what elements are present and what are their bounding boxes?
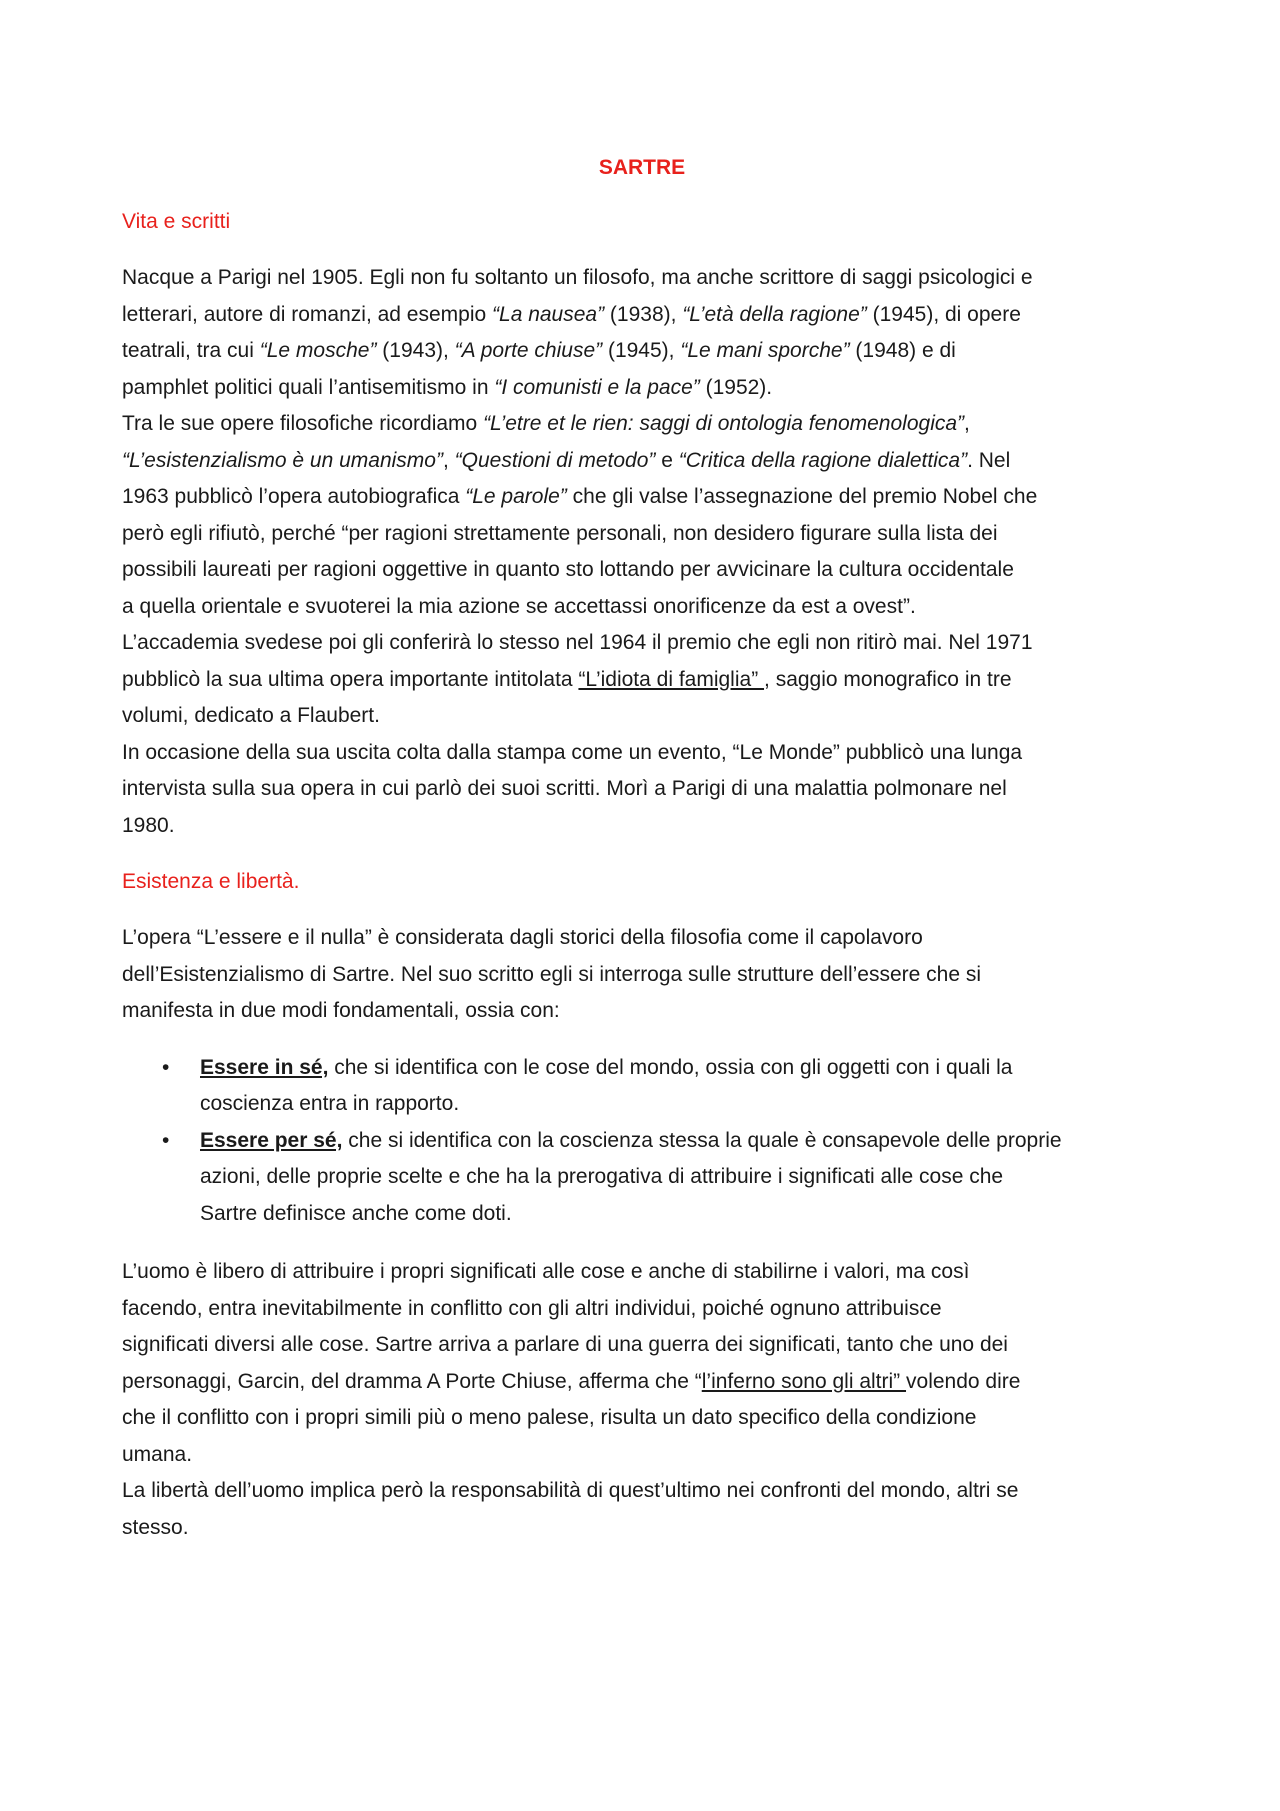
section-heading-esistenza: Esistenza e libertà.	[122, 870, 300, 893]
bullet-term: Essere in sé,	[200, 1055, 329, 1079]
text-line: letterari, autore di romanzi, ad esempio “La nausea” (1938), “L’età della ragione” (1945), di opere	[122, 302, 1021, 326]
text-line: che il conflitto con i propri simili più o meno palese, risulta un dato specifico della condizione	[122, 1406, 977, 1429]
text-line: La libertà dell’uomo implica però la responsabilità di quest’ultimo nei confronti del mondo, altri se	[122, 1479, 1019, 1502]
work-title: “L’età della ragione”	[682, 302, 867, 326]
work-title: “L’etre et le rien: saggi di ontologia fenomenologica”	[483, 412, 965, 435]
text-line: L’opera “L’essere e il nulla” è considerata dagli storici della filosofia come il capolavoro	[122, 926, 923, 949]
text-line: pamphlet politici quali l’antisemitismo in “I comunisti e la pace” (1952).	[122, 375, 773, 399]
bullet-item-essere-per-se	[122, 1123, 1162, 1233]
text-line: possibili laureati per ragioni oggettive in quanto sto lottando per avvicinare la cultura occidentale	[122, 558, 1014, 581]
work-title: “Le parole”	[465, 485, 567, 508]
text-line: però egli rifiutò, perché “per ragioni strettamente personali, non desidero figurare sulla lista dei	[122, 521, 998, 545]
text-line: significati diversi alle cose. Sartre arriva a parlare di una guerra dei significati, tanto che uno dei	[122, 1333, 1008, 1356]
text-line: stesso.	[122, 1515, 189, 1539]
section-heading-vita: Vita e scritti	[122, 210, 231, 233]
text-line: umana.	[122, 1442, 193, 1466]
paragraph-vita-e-scritti	[122, 260, 1162, 844]
text-line: manifesta in due modi fondamentali, ossia con:	[122, 999, 560, 1022]
document-title: SARTRE	[598, 156, 686, 179]
text-line: a quella orientale e svuoterei la mia azione se accettassi onorificenze da est a ovest”.	[122, 594, 916, 618]
work-title: “L’esistenzialismo è un umanismo”	[122, 448, 443, 472]
text-line: 1963 pubblicò l’opera autobiografica “Le parole” che gli valse l’assegnazione del premio Nobel che	[122, 485, 1038, 508]
work-title: “Questioni di metodo”	[454, 448, 656, 472]
work-title: “La nausea”	[492, 302, 605, 326]
work-title: “A porte chiuse”	[454, 339, 603, 362]
underlined-work-title: “L’idiota di famiglia”	[578, 667, 765, 691]
document-page	[122, 150, 1162, 1566]
text-line: Nacque a Parigi nel 1905. Egli non fu soltanto un filosofo, ma anche scrittore di saggi psicologici e	[122, 266, 1033, 289]
text-line: teatrali, tra cui “Le mosche” (1943), “A porte chiuse” (1945), “Le mani sporche” (1948) e di	[122, 339, 956, 362]
text-line: volumi, dedicato a Flaubert.	[122, 704, 380, 727]
text-line: Tra le sue opere filosofiche ricordiamo “L’etre et le rien: saggi di ontologia fenomenologica”,	[122, 412, 970, 435]
paragraph-essere-e-nulla	[122, 920, 1162, 1030]
text-line: Essere per sé, che si identifica con la coscienza stessa la quale è consapevole delle proprie	[200, 1128, 1062, 1152]
text-line: L’uomo è libero di attribuire i propri significati alle cose e anche di stabilirne i valori, ma così	[122, 1260, 970, 1283]
text-line: azioni, delle proprie scelte e che ha la prerogativa di attribuire i significati alle cose che	[200, 1165, 1004, 1188]
text-line: “L’esistenzialismo è un umanismo”, “Questioni di metodo” e “Critica della ragione dialettica”. Nel	[122, 448, 1011, 472]
text-line: Essere in sé, che si identifica con le cose del mondo, ossia con gli oggetti con i quali la	[200, 1055, 1013, 1079]
bullet-icon: •	[162, 1055, 170, 1079]
text-line: In occasione della sua uscita colta dalla stampa come un evento, “Le Monde” pubblicò una lunga	[122, 740, 1023, 764]
text-line: personaggi, Garcin, del dramma A Porte Chiuse, afferma che “l’inferno sono gli altri” volendo dire	[122, 1369, 1021, 1393]
text-line: L’accademia svedese poi gli conferirà lo stesso nel 1964 il premio che egli non ritirò mai. Nel 1971	[122, 631, 1033, 654]
bullet-item-essere-in-se	[122, 1050, 1162, 1123]
text-line: 1980.	[122, 813, 175, 837]
text-line: Sartre definisce anche come doti.	[200, 1201, 512, 1225]
text-line: intervista sulla sua opera in cui parlò dei suoi scritti. Morì a Parigi di una malattia polmonare nel	[122, 777, 1007, 800]
text-line: facendo, entra inevitabilmente in conflitto con gli altri individui, poiché ognuno attribuisce	[122, 1296, 942, 1320]
text-line: dell’Esistenzialismo di Sartre. Nel suo scritto egli si interroga sulle strutture dell’essere che si	[122, 962, 982, 986]
work-title: “Le mosche”	[259, 339, 377, 362]
bullet-icon: •	[162, 1128, 170, 1152]
work-title: “I comunisti e la pace”	[494, 375, 700, 399]
work-title: “Le mani sporche”	[680, 339, 850, 362]
work-title: “Critica della ragione dialettica”	[678, 448, 968, 472]
text-line: pubblicò la sua ultima opera importante intitolata “L’idiota di famiglia” , saggio monografico in tre	[122, 667, 1012, 691]
bullet-list	[122, 1050, 1162, 1233]
underlined-quote: l’inferno sono gli altri”	[701, 1369, 907, 1393]
paragraph-liberta	[122, 1254, 1162, 1546]
text-line: coscienza entra in rapporto.	[200, 1092, 460, 1115]
bullet-term: Essere per sé,	[200, 1128, 343, 1152]
